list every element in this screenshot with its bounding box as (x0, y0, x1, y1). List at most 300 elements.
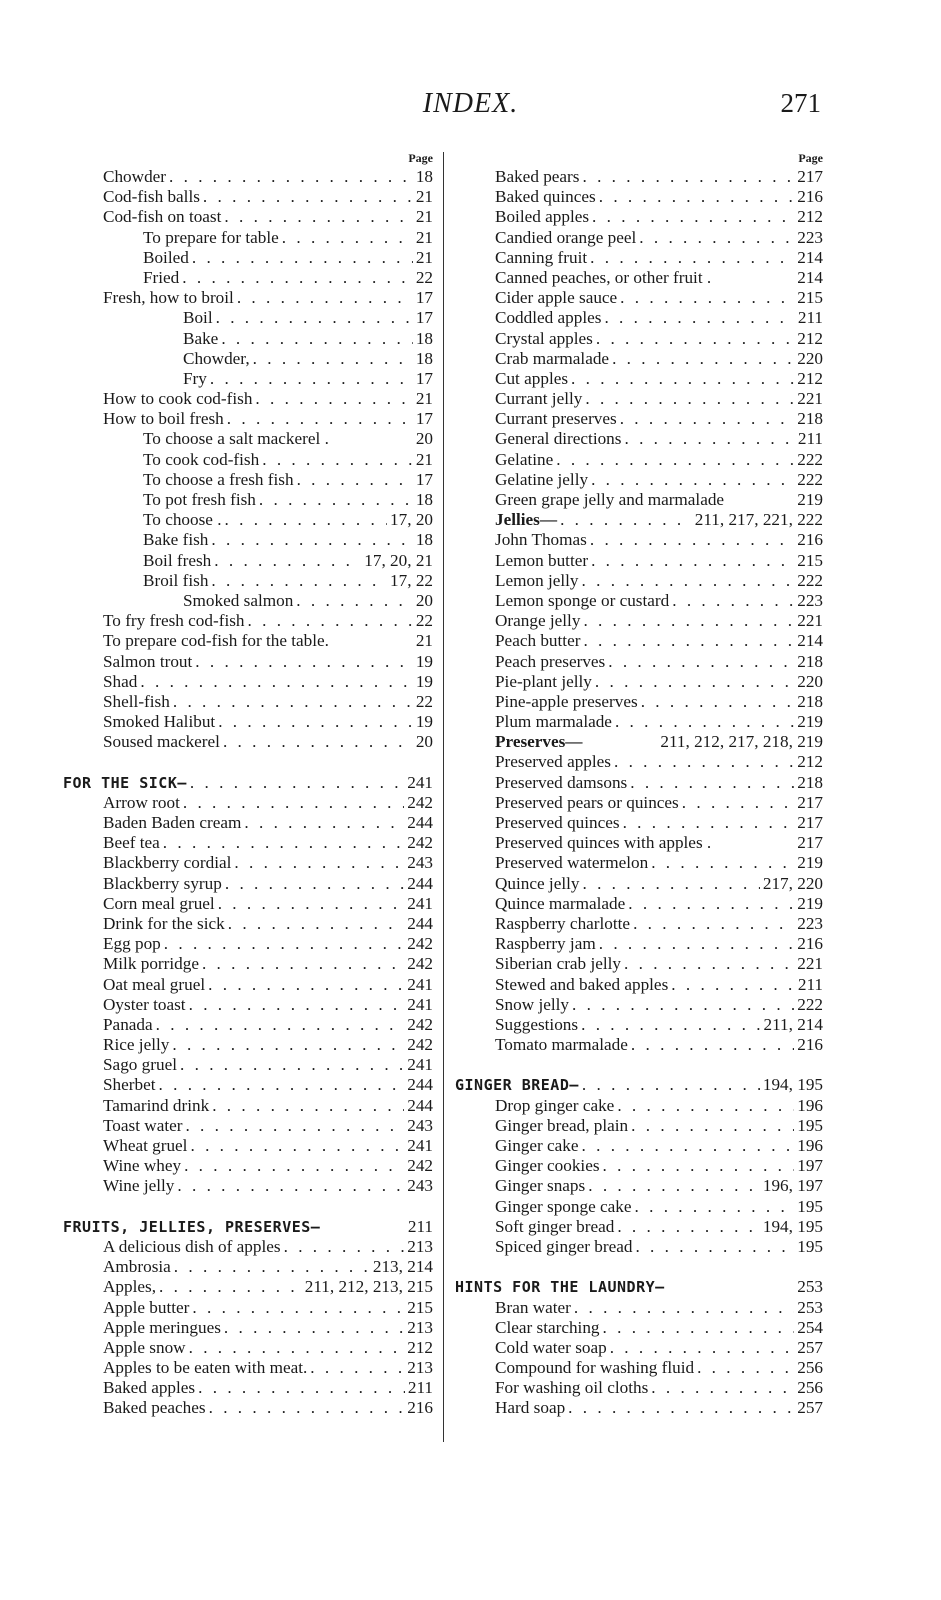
entry-label: John Thomas (495, 530, 587, 550)
index-entry (455, 1035, 823, 1055)
index-entry (455, 248, 823, 268)
entry-page: 220 (797, 348, 823, 368)
entry-label: Apple meringues (103, 1317, 221, 1337)
entry-label: FRUITS, JELLIES, PRESERVES— (63, 1217, 321, 1236)
entry-label: Jellies— (495, 510, 558, 530)
entry-page: 244 (407, 813, 433, 832)
entry-label: To pot fresh fish (143, 490, 256, 509)
index-entry (63, 167, 433, 187)
index-entry (63, 1358, 433, 1378)
entry-page: 213, 214 (372, 1257, 433, 1277)
entry-page: 242 (407, 934, 433, 954)
entry-page: 217 (797, 167, 823, 186)
index-entry (63, 1116, 433, 1136)
entry-label: How to boil fresh (103, 409, 224, 429)
entry-page: 218 (797, 772, 823, 792)
index-column-left (63, 150, 433, 1419)
entry-page: 241 (407, 893, 433, 913)
index-entry (455, 369, 823, 389)
index-section-heading (455, 1277, 823, 1297)
entry-page: 223 (797, 590, 823, 610)
entry-label: Boil (183, 308, 213, 328)
dot-leader (560, 510, 692, 530)
entry-label: Currant preserves (495, 409, 617, 429)
dot-leader (651, 853, 794, 873)
index-entry (63, 1298, 433, 1318)
entry-label: To fry fresh cod-fish (103, 611, 245, 631)
entry-page: 213 (407, 1317, 433, 1337)
dot-leader (184, 1156, 404, 1176)
entry-page: 214 (797, 631, 823, 651)
dot-leader (620, 288, 794, 308)
index-entry (455, 672, 823, 692)
dot-leader (156, 1015, 405, 1035)
entry-label: Stewed and baked apples (495, 974, 669, 994)
entry-page: 195 (797, 1236, 823, 1256)
entry-label: Preserved pears or quinces (495, 792, 679, 812)
dot-leader (296, 591, 413, 611)
index-entry (63, 1035, 433, 1055)
index-entry (455, 1378, 823, 1398)
entry-page: 21 (415, 631, 433, 651)
entry-label: Gelatine jelly (495, 469, 589, 489)
dot-leader (571, 369, 794, 389)
dot-leader (169, 167, 413, 187)
entry-page: 242 (407, 954, 433, 974)
entry-label: Ginger cake (495, 1136, 579, 1155)
entry-label: Preserved watermelon (495, 853, 649, 873)
dot-leader (262, 450, 413, 470)
entry-page: 211, 212, 217, 218, 219 (660, 732, 823, 752)
index-entry (455, 934, 823, 954)
entry-label: Boiled (143, 247, 189, 267)
index-entry (63, 470, 433, 490)
index-entry (63, 1176, 433, 1196)
index-entry (455, 551, 823, 571)
index-entry (63, 712, 433, 732)
entry-page: 216 (407, 1398, 433, 1418)
entry-page: 219 (797, 853, 823, 873)
entry-label: Baked peaches (103, 1398, 206, 1418)
entry-label: Gelatine (495, 449, 554, 469)
dot-leader (583, 631, 794, 651)
dot-leader (159, 1277, 302, 1297)
index-section-heading (455, 1075, 823, 1095)
entry-label: Preserved damsons (495, 772, 628, 792)
entry-page: 194, 195 (762, 1216, 823, 1236)
entry-page: 215 (407, 1297, 433, 1317)
index-entry (455, 187, 823, 207)
index-entry (455, 914, 823, 934)
dot-leader (192, 1298, 404, 1318)
index-entry (63, 288, 433, 308)
entry-label: Wheat gruel (103, 1136, 188, 1155)
dot-leader (185, 1116, 404, 1136)
entry-label: Chowder (103, 167, 167, 186)
entry-label: Bran water (495, 1297, 571, 1317)
entry-page: 17 (415, 308, 433, 328)
entry-label: Panada (103, 1014, 153, 1034)
entry-page: 21 (415, 449, 433, 469)
entry-page: 17, 20 (390, 510, 433, 530)
index-entry (63, 1075, 433, 1095)
dot-leader (623, 813, 795, 833)
dot-leader (582, 571, 795, 591)
index-entry (455, 793, 823, 813)
dot-leader (310, 1358, 404, 1378)
dot-leader (177, 1176, 404, 1196)
dot-leader (203, 187, 413, 207)
entry-label: Ginger snaps (495, 1176, 586, 1196)
dot-leader (635, 1197, 795, 1217)
entry-label: Boiled apples (495, 207, 590, 227)
entry-label: Toast water (103, 1115, 183, 1135)
dot-leader (612, 349, 794, 369)
index-entry (455, 228, 823, 248)
dot-leader (225, 874, 404, 894)
index-entry (455, 995, 823, 1015)
dot-leader (221, 329, 412, 349)
entry-label: Quince jelly (495, 873, 580, 893)
entry-page: 242 (407, 833, 433, 853)
dot-leader (159, 1075, 405, 1095)
entry-label: Ginger cookies (495, 1156, 600, 1176)
entry-page: 216 (797, 934, 823, 954)
entry-page: 212 (797, 328, 823, 348)
index-entry (455, 510, 823, 530)
index-column-right (455, 150, 823, 1419)
dot-leader (630, 773, 794, 793)
dot-leader (595, 672, 794, 692)
dot-leader (190, 1136, 404, 1156)
index-entry (455, 288, 823, 308)
entry-label: To choose a fresh fish (143, 469, 294, 489)
entry-label: Sago gruel (103, 1055, 177, 1075)
entry-label: To prepare for table (143, 227, 279, 247)
entry-label: Pie-plant jelly (495, 671, 592, 691)
index-entry (63, 1338, 433, 1358)
entry-page: 21 (415, 227, 433, 247)
index-entry (455, 571, 823, 591)
entry-page: 215 (797, 550, 823, 570)
dot-leader (216, 308, 413, 328)
index-entry (63, 631, 433, 651)
column-divider (443, 152, 444, 1442)
entry-page: 241 (407, 994, 433, 1014)
page-column-label: Page (798, 151, 823, 165)
entry-label: Pine-apple preserves (495, 691, 638, 711)
entry-label: Cider apple sauce (495, 288, 618, 308)
index-entry (63, 248, 433, 268)
entry-label: To cook cod-fish (143, 449, 260, 469)
entry-label: Clear starching (495, 1317, 600, 1337)
dot-leader (218, 894, 405, 914)
dot-leader (591, 551, 794, 571)
dot-leader (582, 1136, 795, 1156)
entry-page: 19 (415, 671, 433, 691)
entry-label: Shell-fish (103, 691, 170, 711)
index-entry (63, 1156, 433, 1176)
index-entry (455, 894, 823, 914)
dot-leader (590, 530, 794, 550)
entry-page: 20 (415, 429, 433, 449)
index-entry (63, 874, 433, 894)
dot-leader (631, 1035, 794, 1055)
dot-leader (624, 954, 794, 974)
entry-label: Chowder, (183, 348, 250, 368)
entry-page: 21 (415, 247, 433, 267)
entry-page: 256 (797, 1378, 823, 1398)
dot-leader (210, 369, 413, 389)
entry-label: Preserves— (495, 732, 583, 752)
index-entry (455, 954, 823, 974)
dot-leader (635, 1237, 794, 1257)
entry-label: Corn meal gruel (103, 893, 215, 913)
page-header (0, 88, 941, 128)
index-entry (63, 268, 433, 288)
entry-label: Spiced ginger bread (495, 1236, 633, 1256)
index-entry (63, 975, 433, 995)
index-entry (455, 652, 823, 672)
index-entry (63, 551, 433, 571)
index-entry (63, 692, 433, 712)
dot-leader (198, 1378, 405, 1398)
entry-label: To choose . (143, 510, 222, 530)
dot-leader (224, 1318, 404, 1338)
entry-page: 221 (797, 611, 823, 631)
entry-label: Baked apples (103, 1378, 196, 1398)
entry-label: Cut apples (495, 368, 569, 388)
entry-page: 220 (797, 671, 823, 691)
dot-leader (610, 1338, 795, 1358)
index-entry (455, 833, 823, 853)
index-entry (455, 752, 823, 772)
index-entry (63, 510, 433, 530)
entry-page: 211 (797, 429, 823, 449)
entry-label: Arrow root (103, 792, 180, 812)
index-entry (455, 530, 823, 550)
entry-label: Wine whey (103, 1156, 182, 1176)
page-column-label: Page (408, 151, 433, 165)
entry-label: Apples, (103, 1277, 156, 1297)
dot-leader (574, 1298, 794, 1318)
entry-label: Egg pop (103, 934, 161, 954)
index-entry (63, 672, 433, 692)
entry-label: Hard soap (495, 1398, 566, 1418)
dot-leader (282, 228, 413, 248)
entry-page: 18 (415, 348, 433, 368)
dot-leader (212, 1096, 404, 1116)
index-entry (455, 975, 823, 995)
index-entry (455, 1176, 823, 1196)
index-entry (455, 490, 823, 510)
dot-leader (672, 591, 794, 611)
dot-leader (582, 874, 759, 894)
dot-leader (189, 995, 405, 1015)
entry-page: 244 (407, 873, 433, 893)
entry-page: 211, 212, 213, 215 (304, 1277, 433, 1297)
entry-page: 219 (797, 490, 823, 509)
dot-leader (255, 389, 412, 409)
dot-leader (615, 712, 794, 732)
entry-page: 196 (797, 1136, 823, 1155)
index-entry (63, 1378, 433, 1398)
index-entry (63, 1237, 433, 1257)
entry-label: Preserved quinces (495, 813, 620, 832)
index-entry (455, 1237, 823, 1257)
entry-page: 244 (407, 1075, 433, 1095)
entry-label: Lemon butter (495, 550, 589, 570)
entry-label: Coddled apples (495, 308, 602, 328)
entry-page: 196, 197 (762, 1176, 823, 1196)
dot-leader (633, 914, 794, 934)
dot-leader (671, 975, 795, 995)
entry-label: Plum marmalade (495, 712, 612, 732)
entry-page: 19 (415, 651, 433, 671)
entry-page: 194, 195 (762, 1075, 823, 1095)
index-entry (63, 1096, 433, 1116)
dot-leader (284, 1237, 405, 1257)
entry-page: 241 (407, 974, 433, 994)
index-entry (455, 1197, 823, 1217)
dot-leader (556, 450, 794, 470)
entry-label: Shad (103, 671, 138, 691)
index-entry (455, 329, 823, 349)
index-entry (455, 470, 823, 490)
entry-page: 18 (415, 490, 433, 509)
entry-label: Peach preserves (495, 651, 606, 671)
index-entry (63, 995, 433, 1015)
entry-label: Cold water soap (495, 1337, 607, 1357)
entry-label: Fry (183, 368, 207, 388)
entry-page: 216 (797, 530, 823, 550)
entry-label: GINGER BREAD— (455, 1076, 579, 1095)
entry-label: Beef tea (103, 833, 160, 853)
entry-label: HINTS FOR THE LAUNDRY— (455, 1278, 665, 1297)
entry-label: Preserved quinces with apples . (495, 833, 712, 853)
entry-label: Peach butter (495, 631, 581, 651)
entry-page: 223 (797, 227, 823, 247)
entry-label: Broil fish (143, 570, 209, 590)
dot-leader (195, 652, 413, 672)
entry-page: 196 (797, 1095, 823, 1115)
dot-leader (183, 793, 404, 813)
index-entry (455, 692, 823, 712)
index-entry (63, 571, 433, 591)
dot-leader (202, 954, 404, 974)
dot-leader (592, 207, 794, 227)
entry-label: A delicious dish of apples (103, 1236, 281, 1256)
dot-leader (182, 268, 413, 288)
entry-label: Bake fish (143, 530, 209, 550)
entry-page: 21 (415, 187, 433, 207)
index-entry (455, 207, 823, 227)
dot-leader (225, 510, 388, 530)
index-entry (455, 389, 823, 409)
dot-leader (192, 248, 413, 268)
index-entry (455, 631, 823, 651)
index-entry (63, 793, 433, 813)
index-entry (455, 450, 823, 470)
dot-leader (164, 934, 404, 954)
entry-page: 17 (415, 368, 433, 388)
dot-leader (582, 167, 794, 187)
entry-page: 17, 20, 21 (364, 550, 433, 570)
index-entry (63, 914, 433, 934)
entry-page: 221 (797, 954, 823, 974)
index-entry (455, 167, 823, 187)
section-gap (455, 1257, 823, 1277)
entry-label: Tamarind drink (103, 1095, 210, 1115)
entry-page: 253 (797, 1297, 823, 1317)
dot-leader (617, 1217, 760, 1237)
entry-page: 19 (415, 712, 433, 732)
dot-leader (583, 611, 794, 631)
index-entry (63, 530, 433, 550)
index-entry (63, 1015, 433, 1035)
entry-label: FOR THE SICK— (63, 773, 187, 792)
entry-label: Raspberry jam (495, 934, 596, 954)
entry-label: General directions (495, 429, 622, 449)
index-entry (455, 268, 823, 288)
entry-page: 18 (415, 328, 433, 348)
index-entry (63, 409, 433, 429)
index-entry (455, 1217, 823, 1237)
index-entry (455, 591, 823, 611)
entry-page: 242 (407, 1156, 433, 1176)
entry-page: 20 (415, 732, 433, 752)
entry-label: Cod-fish on toast (103, 207, 222, 227)
entry-label: Salmon trout (103, 651, 193, 671)
index-entry (455, 1358, 823, 1378)
index-entry (63, 1398, 433, 1418)
index-section-heading (63, 773, 433, 793)
dot-leader (631, 1116, 794, 1136)
entry-page: 22 (415, 611, 433, 631)
entry-page: 195 (797, 1115, 823, 1135)
entry-page: 256 (797, 1358, 823, 1378)
entry-page: 243 (407, 1176, 433, 1196)
index-section-heading (63, 1217, 433, 1237)
entry-page: 211 (797, 974, 823, 994)
entry-page: 21 (415, 207, 433, 227)
entry-label: Suggestions (495, 1014, 579, 1034)
dot-leader (259, 490, 413, 510)
dot-leader (253, 349, 413, 369)
dot-leader (223, 732, 413, 752)
index-entry (455, 813, 823, 833)
entry-label: Lemon jelly (495, 570, 579, 590)
entry-label: Tomato marmalade (495, 1035, 628, 1055)
entry-page: 17 (415, 288, 433, 308)
index-entry (455, 409, 823, 429)
index-entry (455, 611, 823, 631)
entry-label: Crystal apples (495, 328, 593, 348)
entry-label: Baden Baden cream (103, 813, 242, 832)
index-entry (63, 652, 433, 672)
dot-leader (244, 813, 404, 833)
entry-page: 212 (407, 1337, 433, 1357)
index-entry (63, 228, 433, 248)
entry-page: 219 (797, 893, 823, 913)
entry-label: Soused mackerel (103, 732, 220, 752)
entry-label: Smoked Halibut (103, 712, 216, 732)
dot-leader (617, 1096, 794, 1116)
section-gap (63, 1197, 433, 1217)
entry-page: 257 (797, 1337, 823, 1357)
dot-leader (599, 187, 795, 207)
entry-label: Raspberry charlotte (495, 913, 631, 933)
